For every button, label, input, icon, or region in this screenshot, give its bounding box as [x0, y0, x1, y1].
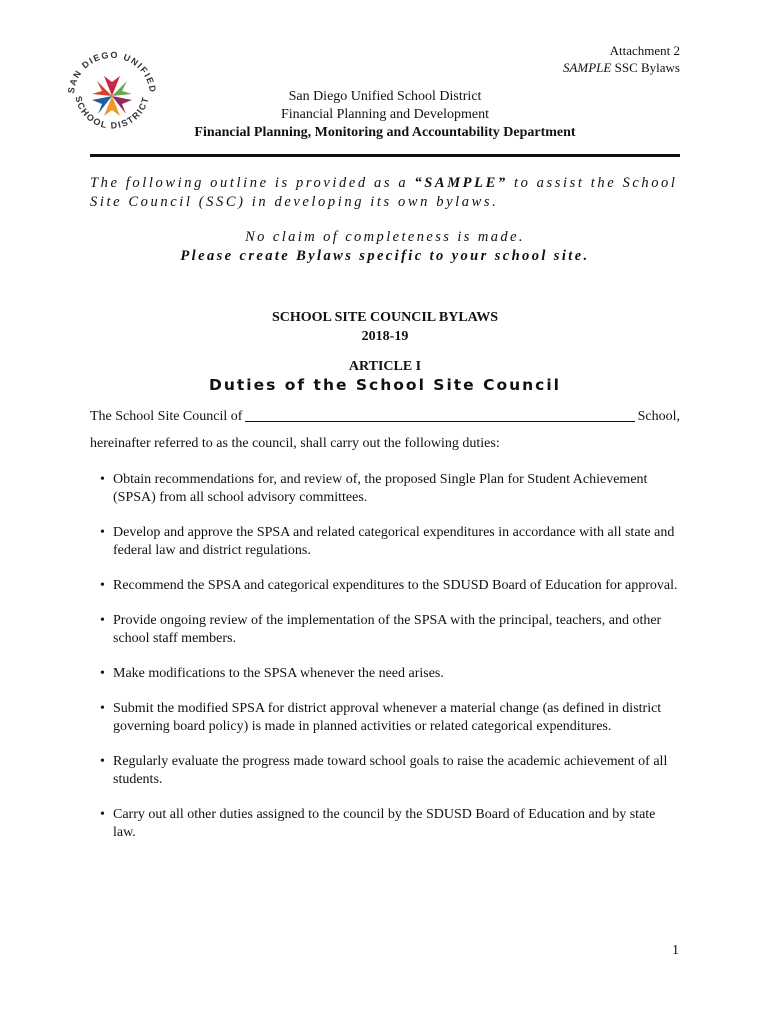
attachment-label — [563, 42, 680, 76]
disclaimer-line: No claim of completeness is made. — [245, 229, 525, 245]
attachment-number: Attachment 2 — [609, 43, 680, 58]
page-number: 1 — [672, 943, 679, 958]
school-name-blank[interactable] — [245, 409, 634, 422]
list-item: • Recommend the SPSA and categorical expenditures to the SDUSD Board of Education for approval. — [100, 578, 678, 593]
duties-list — [100, 471, 680, 859]
article-number: ARTICLE I — [348, 359, 422, 374]
list-item: • Regularly evaluate the progress made toward school goals to raise the academic achievement of all students. — [100, 754, 668, 787]
list-item: • Obtain recommendations for, and review of, the proposed Single Plan for Student Achievement (SPSA) from all school advisory committees. — [100, 472, 648, 505]
title-year: 2018-19 — [361, 329, 409, 344]
list-item: • Make modifications to the SPSA whenever the need arises. — [100, 666, 444, 681]
header-divider — [90, 154, 680, 157]
district-name: San Diego Unified School District — [288, 89, 482, 104]
list-item: • Develop and approve the SPSA and related categorical expenditures in accordance with all state and federal law and district regulations. — [100, 525, 675, 558]
list-item: • Provide ongoing review of the implementation of the SPSA with the principal, teachers, and other school staff members. — [100, 613, 662, 646]
school-name-line: The School Site Council of School, — [90, 409, 680, 424]
list-item: • Carry out all other duties assigned to the council by the SDUSD Board of Education and by state law. — [100, 807, 656, 840]
duties-intro: hereinafter referred to as the council, shall carry out the following duties: — [90, 436, 500, 451]
letterhead — [90, 88, 680, 142]
attachment-title: SAMPLE SSC Bylaws — [562, 60, 680, 75]
disclaimer-instruction: Please create Bylaws specific to your school site. — [180, 248, 590, 264]
division-name: Financial Planning and Development — [280, 107, 489, 122]
department-name: Financial Planning, Monitoring and Accountability Department — [194, 125, 576, 140]
list-item: • Submit the modified SPSA for district approval whenever a material change (as defined in district governing board policy) is made in planned activities or related categorical expenditures. — [100, 701, 662, 734]
article-heading: Duties of the School Site Council — [209, 376, 561, 394]
document-title — [90, 308, 680, 346]
svg-text:SAN DIEGO UNIFIED: SAN DIEGO UNIFIED — [65, 49, 159, 95]
svg-text:SCHOOL DISTRICT: SCHOOL DISTRICT — [73, 94, 151, 131]
disclaimer — [90, 228, 680, 266]
intro-note: The following outline is provided as a “SAMPLE” to assist the School Site Council (SSC) in developing its own bylaws. — [90, 175, 678, 210]
title-text: SCHOOL SITE COUNCIL BYLAWS — [271, 310, 499, 325]
